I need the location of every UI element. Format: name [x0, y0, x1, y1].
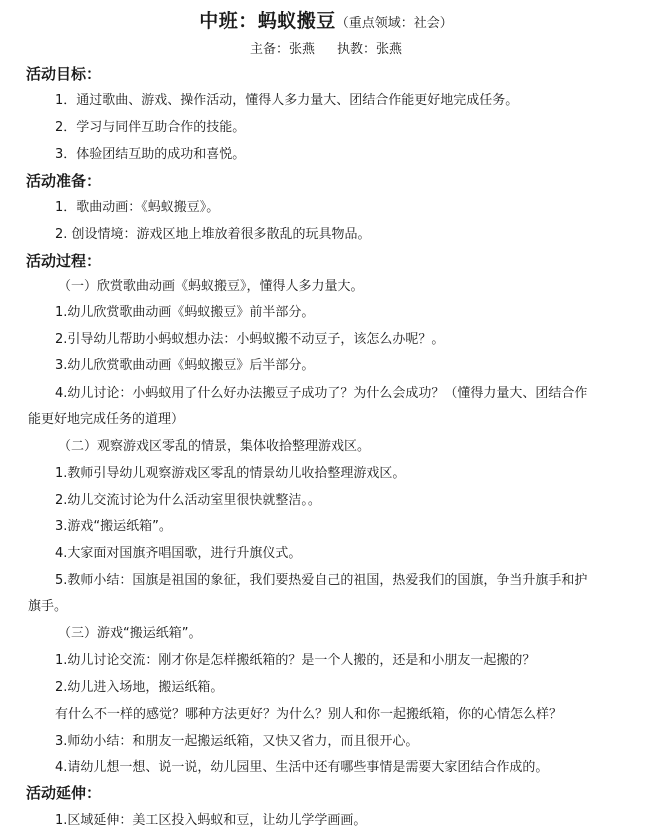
section-heading-process: 活动过程：: [26, 252, 102, 270]
process-line: 4.幼儿讨论：小蚂蚁用了什么好办法搬豆子成功了？为什么会成功？（懂得力量大、团结合作: [55, 386, 588, 401]
process-line: 3.幼儿欣赏歌曲动画《蚂蚁搬豆》后半部分。: [55, 358, 315, 373]
goal-item: 3．体验团结互助的成功和喜悦。: [55, 147, 246, 162]
process-line: 5.教师小结：国旗是祖国的象征，我们要热爱自己的祖国，热爱我们的国旗，争当升旗手和护: [55, 573, 588, 588]
document-title: [0, 6, 652, 33]
title-main: 中班：蚂蚁搬豆: [199, 10, 336, 32]
goal-item: 2．学习与同伴互助合作的技能。: [55, 120, 246, 135]
title-subtitle: （重点领域：社会）: [335, 16, 453, 31]
extension-item: 1.区域延伸：美工区投入蚂蚁和豆，让幼儿学学画画。: [55, 813, 367, 828]
prep-item: 2. 创设情境：游戏区地上堆放着很多散乱的玩具物品。: [55, 227, 371, 242]
process-line-continued: 能更好地完成任务的道理）: [28, 412, 185, 427]
process-line: 1.幼儿讨论交流：刚才你是怎样搬纸箱的？是一个人搬的，还是和小朋友一起搬的？: [55, 653, 536, 668]
process-subheading: （二）观察游戏区零乱的情景，集体收拾整理游戏区。: [58, 439, 371, 454]
process-line: 4.大家面对国旗齐唱国歌，进行升旗仪式。: [55, 546, 302, 561]
process-line: 2.幼儿交流讨论为什么活动室里很快就整洁。。: [55, 493, 321, 508]
process-line: 3.师幼小结：和朋友一起搬运纸箱，又快又省力，而且很开心。: [55, 734, 419, 749]
process-line-continued: 旗手。: [28, 599, 68, 614]
section-heading-goals: 活动目标：: [26, 65, 102, 83]
process-subheading: （一）欣赏歌曲动画《蚂蚁搬豆》，懂得人多力量大。: [58, 279, 364, 294]
section-heading-extension: 活动延伸：: [26, 784, 102, 802]
process-line: 有什么不一样的感觉？哪种方法更好？为什么？别人和你一起搬纸箱，你的心情怎么样？: [55, 707, 563, 722]
process-line: 2.幼儿进入场地，搬运纸箱。: [55, 680, 224, 695]
process-line: 2.引导幼儿帮助小蚂蚁想办法：小蚂蚁搬不动豆子，该怎么办呢？。: [55, 332, 445, 347]
process-line: 3.游戏“搬运纸箱”。: [55, 519, 172, 534]
process-line: 1.幼儿欣赏歌曲动画《蚂蚁搬豆》前半部分。: [55, 305, 315, 320]
author-teach: 执教：张燕: [337, 42, 403, 57]
prep-item: 1．歌曲动画：《蚂蚁搬豆》。: [55, 200, 220, 215]
section-heading-prep: 活动准备：: [26, 172, 102, 190]
authors-line: [0, 38, 652, 57]
process-subheading: （三）游戏“搬运纸箱”。: [58, 626, 202, 641]
author-prep: 主备：张燕: [249, 42, 315, 57]
process-line: 1.教师引导幼儿观察游戏区零乱的情景幼儿收拾整理游戏区。: [55, 466, 406, 481]
goal-item: 1．通过歌曲、游戏、操作活动，懂得人多力量大、团结合作能更好地完成任务。: [55, 93, 519, 108]
process-line: 4.请幼儿想一想、说一说，幼儿园里、生活中还有哪些事情是需要大家团结合作成的。: [55, 760, 549, 775]
